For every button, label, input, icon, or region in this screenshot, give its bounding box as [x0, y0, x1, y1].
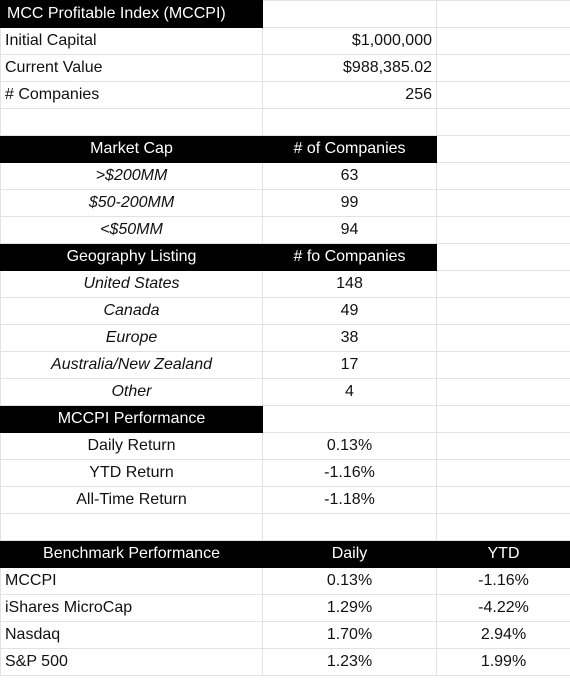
geography-label[interactable]: Other	[1, 379, 263, 406]
empty-cell[interactable]	[437, 271, 570, 298]
empty-cell[interactable]	[437, 82, 570, 109]
empty-cell[interactable]	[437, 1, 570, 28]
geography-count[interactable]: 4	[263, 379, 437, 406]
empty-cell[interactable]	[437, 163, 570, 190]
summary-value-cell[interactable]: 256	[263, 82, 437, 109]
empty-cell[interactable]	[263, 406, 437, 433]
summary-row	[1, 28, 570, 55]
empty-cell[interactable]	[437, 55, 570, 82]
geography-header-row	[1, 244, 570, 271]
benchmark-ytd[interactable]: 2.94%	[437, 622, 570, 649]
summary-row	[1, 82, 570, 109]
performance-header[interactable]: MCCPI Performance	[1, 406, 263, 433]
geography-label[interactable]: Canada	[1, 298, 263, 325]
benchmark-header-row	[1, 541, 570, 568]
benchmark-name[interactable]: S&P 500	[1, 649, 263, 676]
performance-row	[1, 460, 570, 487]
empty-cell[interactable]	[437, 460, 570, 487]
benchmark-ytd[interactable]: -4.22%	[437, 595, 570, 622]
market-cap-header[interactable]: Market Cap	[1, 136, 263, 163]
empty-cell[interactable]	[437, 325, 570, 352]
empty-cell[interactable]	[437, 406, 570, 433]
empty-cell[interactable]	[437, 109, 570, 136]
geography-row	[1, 271, 570, 298]
benchmark-header[interactable]: Benchmark Performance	[1, 541, 263, 568]
market-cap-header-row	[1, 136, 570, 163]
performance-value[interactable]: 0.13%	[263, 433, 437, 460]
benchmark-daily[interactable]: 0.13%	[263, 568, 437, 595]
geography-row	[1, 298, 570, 325]
blank-row	[1, 514, 570, 541]
market-cap-row	[1, 163, 570, 190]
empty-cell[interactable]	[437, 352, 570, 379]
geography-row	[1, 325, 570, 352]
blank-row	[1, 109, 570, 136]
market-cap-row	[1, 217, 570, 244]
geography-count[interactable]: 49	[263, 298, 437, 325]
market-cap-row	[1, 190, 570, 217]
empty-cell[interactable]	[437, 136, 570, 163]
benchmark-daily[interactable]: 1.23%	[263, 649, 437, 676]
market-cap-label[interactable]: >$200MM	[1, 163, 263, 190]
empty-cell[interactable]	[263, 109, 437, 136]
geography-count-header[interactable]: # fo Companies	[263, 244, 437, 271]
empty-cell[interactable]	[263, 514, 437, 541]
performance-row	[1, 487, 570, 514]
geography-label[interactable]: Europe	[1, 325, 263, 352]
empty-cell[interactable]	[437, 217, 570, 244]
benchmark-ytd[interactable]: 1.99%	[437, 649, 570, 676]
benchmark-row	[1, 568, 570, 595]
performance-label[interactable]: YTD Return	[1, 460, 263, 487]
market-cap-count[interactable]: 94	[263, 217, 437, 244]
benchmark-daily[interactable]: 1.70%	[263, 622, 437, 649]
summary-value-cell[interactable]: $988,385.02	[263, 55, 437, 82]
geography-label[interactable]: United States	[1, 271, 263, 298]
ytd-header[interactable]: YTD	[437, 541, 570, 568]
performance-row	[1, 433, 570, 460]
geography-count[interactable]: 17	[263, 352, 437, 379]
empty-cell[interactable]	[437, 190, 570, 217]
company-count-header[interactable]: # of Companies	[263, 136, 437, 163]
benchmark-name[interactable]: Nasdaq	[1, 622, 263, 649]
summary-label-cell[interactable]: Initial Capital	[1, 28, 263, 55]
performance-header-row	[1, 406, 570, 433]
performance-label[interactable]: Daily Return	[1, 433, 263, 460]
geography-row	[1, 379, 570, 406]
performance-label[interactable]: All-Time Return	[1, 487, 263, 514]
empty-cell[interactable]	[437, 28, 570, 55]
summary-value-cell[interactable]: $1,000,000	[263, 28, 437, 55]
benchmark-row	[1, 622, 570, 649]
geography-count[interactable]: 148	[263, 271, 437, 298]
summary-row	[1, 55, 570, 82]
summary-label-cell[interactable]: # Companies	[1, 82, 263, 109]
performance-value[interactable]: -1.18%	[263, 487, 437, 514]
empty-cell[interactable]	[1, 109, 263, 136]
benchmark-row	[1, 649, 570, 676]
geography-label[interactable]: Australia/New Zealand	[1, 352, 263, 379]
benchmark-name[interactable]: MCCPI	[1, 568, 263, 595]
title-row	[1, 1, 570, 28]
empty-cell[interactable]	[437, 244, 570, 271]
empty-cell[interactable]	[437, 298, 570, 325]
benchmark-daily[interactable]: 1.29%	[263, 595, 437, 622]
summary-label-cell[interactable]: Current Value	[1, 55, 263, 82]
daily-header[interactable]: Daily	[263, 541, 437, 568]
empty-cell[interactable]	[437, 433, 570, 460]
performance-value[interactable]: -1.16%	[263, 460, 437, 487]
geography-count[interactable]: 38	[263, 325, 437, 352]
empty-cell[interactable]	[263, 1, 437, 28]
geography-row	[1, 352, 570, 379]
market-cap-count[interactable]: 99	[263, 190, 437, 217]
geography-header[interactable]: Geography Listing	[1, 244, 263, 271]
market-cap-count[interactable]: 63	[263, 163, 437, 190]
index-title-cell[interactable]: MCC Profitable Index (MCCPI)	[1, 1, 263, 28]
market-cap-label[interactable]: $50-200MM	[1, 190, 263, 217]
empty-cell[interactable]	[437, 379, 570, 406]
market-cap-label[interactable]: <$50MM	[1, 217, 263, 244]
benchmark-name[interactable]: iShares MicroCap	[1, 595, 263, 622]
benchmark-ytd[interactable]: -1.16%	[437, 568, 570, 595]
benchmark-row	[1, 595, 570, 622]
empty-cell[interactable]	[437, 487, 570, 514]
empty-cell[interactable]	[437, 514, 570, 541]
empty-cell[interactable]	[1, 514, 263, 541]
